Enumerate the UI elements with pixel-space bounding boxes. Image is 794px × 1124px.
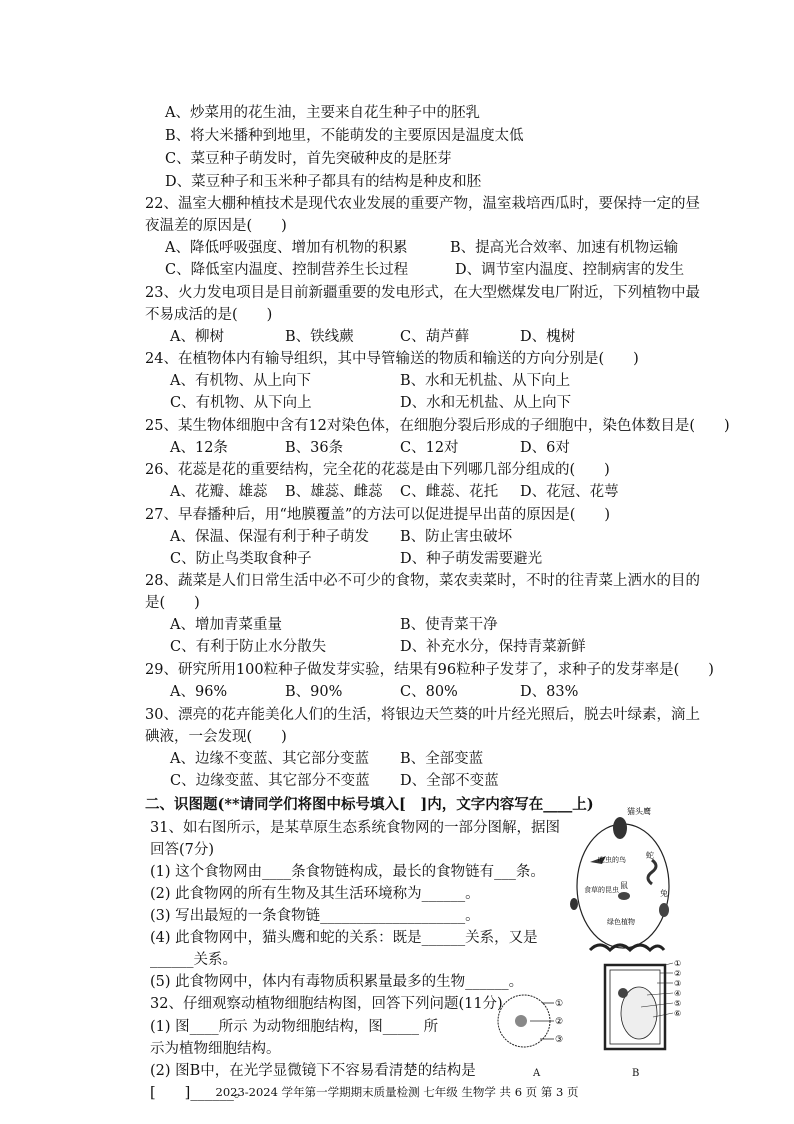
q24-option-b: B、水和无机盐、从下向上 [400,373,571,389]
q26-stem: 26、花蕊是花的重要结构，完全花的花蕊是由下列哪几部分组成的( ) [145,462,610,478]
q32-item-2: (2) 图B中，在光学显微镜下不容易看清楚的结构是 [150,1063,476,1079]
q32-item-1: (1) 图____所示 为动物细胞结构，图_____ 所 [150,1019,439,1035]
plant-cell-mark-6: ⑥ [674,1009,682,1018]
q31-stem-2: 回答(7分) [150,842,215,858]
q26-option-c: C、雌蕊、花托 [400,484,499,500]
plant-cell-mark-2: ② [674,969,682,978]
animal-cell-mark-3: ③ [555,1035,564,1045]
animal-cell-figure [490,985,570,1067]
plant-cell-figure [597,953,687,1057]
q26-option-a: A、花瓣、雄蕊 [170,484,268,500]
figure-label-a: A [533,1068,541,1079]
q31-item-5: (5) 此食物网中，体内有毒物质积累量最多的生物______。 [150,974,524,990]
q29-option-d: D、83% [520,684,579,700]
q31-stem: 31、如右图所示，是某草原生态系统食物网的一部分图解，据图 [150,820,560,836]
q29-option-b: B、90% [285,684,343,700]
q31-item-1: (1) 这个食物网由____条食物链构成，最长的食物链有___条。 [150,864,545,880]
q27-option-b: B、防止害虫破坏 [400,529,513,545]
label-insect-bird: 吃虫的鸟 [598,856,626,864]
q21-option-d: D、菜豆种子和玉米种子都具有的结构是种皮和胚 [165,174,482,190]
q25-option-d: D、6对 [520,440,570,456]
q28-stem: 28、蔬菜是人们日常生活中必不可少的食物，菜农卖菜时，不时的往青菜上洒水的目的 [145,573,700,589]
q30-option-d: D、全部不变蓝 [400,773,499,789]
q28-option-d: D、补充水分，保持青菜新鲜 [400,639,586,655]
q27-option-a: A、保温、保湿有利于种子萌发 [170,529,369,545]
label-herbivore-insect: 食草的昆虫 [584,886,619,894]
q24-option-c: C、有机物、从下向上 [170,395,312,411]
q31-item-4: (4) 此食物网中，猫头鹰和蛇的关系：既是______关系，又是 [150,930,538,946]
q29-option-c: C、80% [400,684,458,700]
label-rabbit: 兔 [660,889,668,898]
q21-option-a: A、炒菜用的花生油，主要来自花生种子中的胚乳 [165,105,480,121]
section-2-heading: 二、识图题(**请同学们将图中标号填入[ ]内，文字内容写在____上) [145,796,594,813]
q23-option-a: A、柳树 [170,329,224,345]
figure-label-b: B [632,1068,640,1079]
q24-stem: 24、在植物体内有输导组织，其中导管输送的物质和输送的方向分别是( ) [145,351,639,367]
q28-option-c: C、有利于防止水分散失 [170,639,327,655]
plant-cell-mark-3: ③ [674,979,682,988]
q27-option-d: D、种子萌发需要避光 [400,551,543,567]
q22-option-c: C、降低室内温度、控制营养生长过程 [165,262,409,278]
q31-item-4-cont: ______关系。 [150,952,237,968]
q22-stem: 22、温室大棚种植技术是现代农业发展的重要产物，温室栽培西瓜时，要保持一定的昼 [145,196,700,212]
q28-stem-2: 是( ) [145,595,200,611]
label-mouse: 鼠 [620,881,628,890]
plant-cell-mark-5: ⑤ [674,999,682,1008]
q21-option-b: B、将大米播种到地里，不能萌发的主要原因是温度太低 [165,128,524,144]
plant-cell-mark-4: ④ [674,989,682,998]
q24-option-d: D、水和无机盐、从上向下 [400,395,572,411]
animal-cell-mark-1: ① [555,999,564,1009]
plant-cell-mark-1: ① [674,959,682,968]
q27-option-c: C、防止鸟类取食种子 [170,551,312,567]
food-web-figure [562,800,684,972]
q29-stem: 29、研究所用100粒种子做发芽实验，结果有96粒种子发芽了，求种子的发芽率是( ) [145,662,714,678]
animal-cell-mark-2: ② [555,1017,564,1027]
label-snake: 蛇 [646,851,654,860]
label-plant: 绿色植物 [607,918,635,926]
q28-option-a: A、增加青菜重量 [170,617,282,633]
q27-stem: 27、早春播种后，用“地膜覆盖”的方法可以促进提早出苗的原因是( ) [145,507,611,523]
q22-option-b: B、提高光合效率、加速有机物运输 [450,240,679,256]
q32-item-2-blank: [ ]______。 [150,1085,249,1101]
q31-item-3: (3) 写出最短的一条食物链____________________。 [150,908,480,924]
q32-item-1-cont: 示为植物细胞结构。 [150,1041,281,1057]
q23-stem-2: 不易成活的是( ) [145,307,273,323]
q29-option-a: A、96% [170,684,228,700]
q21-option-c: C、菜豆种子萌发时，首先突破种皮的是胚芽 [165,151,452,167]
q25-option-a: A、12条 [170,440,228,456]
q30-stem-2: 碘液，一会发现( ) [145,729,287,745]
q31-item-2: (2) 此食物网的所有生物及其生活环境称为______。 [150,886,480,902]
q23-stem: 23、火力发电项目是目前新疆重要的发电形式，在大型燃煤发电厂附近，下列植物中最 [145,285,700,301]
q23-option-c: C、葫芦藓 [400,329,470,345]
q32-stem: 32、仔细观察动植物细胞结构图，回答下列问题(11分) [150,996,503,1012]
page-footer: 2023-2024 学年第一学期期末质量检测 七年级 生物学 共 6 页 第 3 页 [215,1085,579,1099]
q30-stem: 30、漂亮的花卉能美化人们的生活，将银边天竺葵的叶片经光照后，脱去叶绿素，滴上 [145,707,700,723]
q30-option-c: C、边缘变蓝、其它部分不变蓝 [170,773,370,789]
q25-stem: 25、某生物体细胞中含有12对染色体，在细胞分裂后形成的子细胞中，染色体数目是( ) [145,418,730,434]
q24-option-a: A、有机物、从上向下 [170,373,311,389]
q25-option-b: B、36条 [285,440,344,456]
q28-option-b: B、使青菜干净 [400,617,498,633]
label-owl: 猫头鹰 [627,807,651,816]
q26-option-d: D、花冠、花萼 [520,484,619,500]
q22-option-a: A、降低呼吸强度、增加有机物的积累 [165,240,408,256]
q22-stem-2: 夜温差的原因是( ) [145,218,287,234]
q23-option-d: D、槐树 [520,329,576,345]
q22-option-d: D、调节室内温度、控制病害的发生 [455,262,685,278]
q26-option-b: B、雄蕊、雌蕊 [285,484,383,500]
q30-option-a: A、边缘不变蓝、其它部分变蓝 [170,751,369,767]
q30-option-b: B、全部变蓝 [400,751,484,767]
q25-option-c: C、12对 [400,440,459,456]
q23-option-b: B、铁线蕨 [285,329,354,345]
